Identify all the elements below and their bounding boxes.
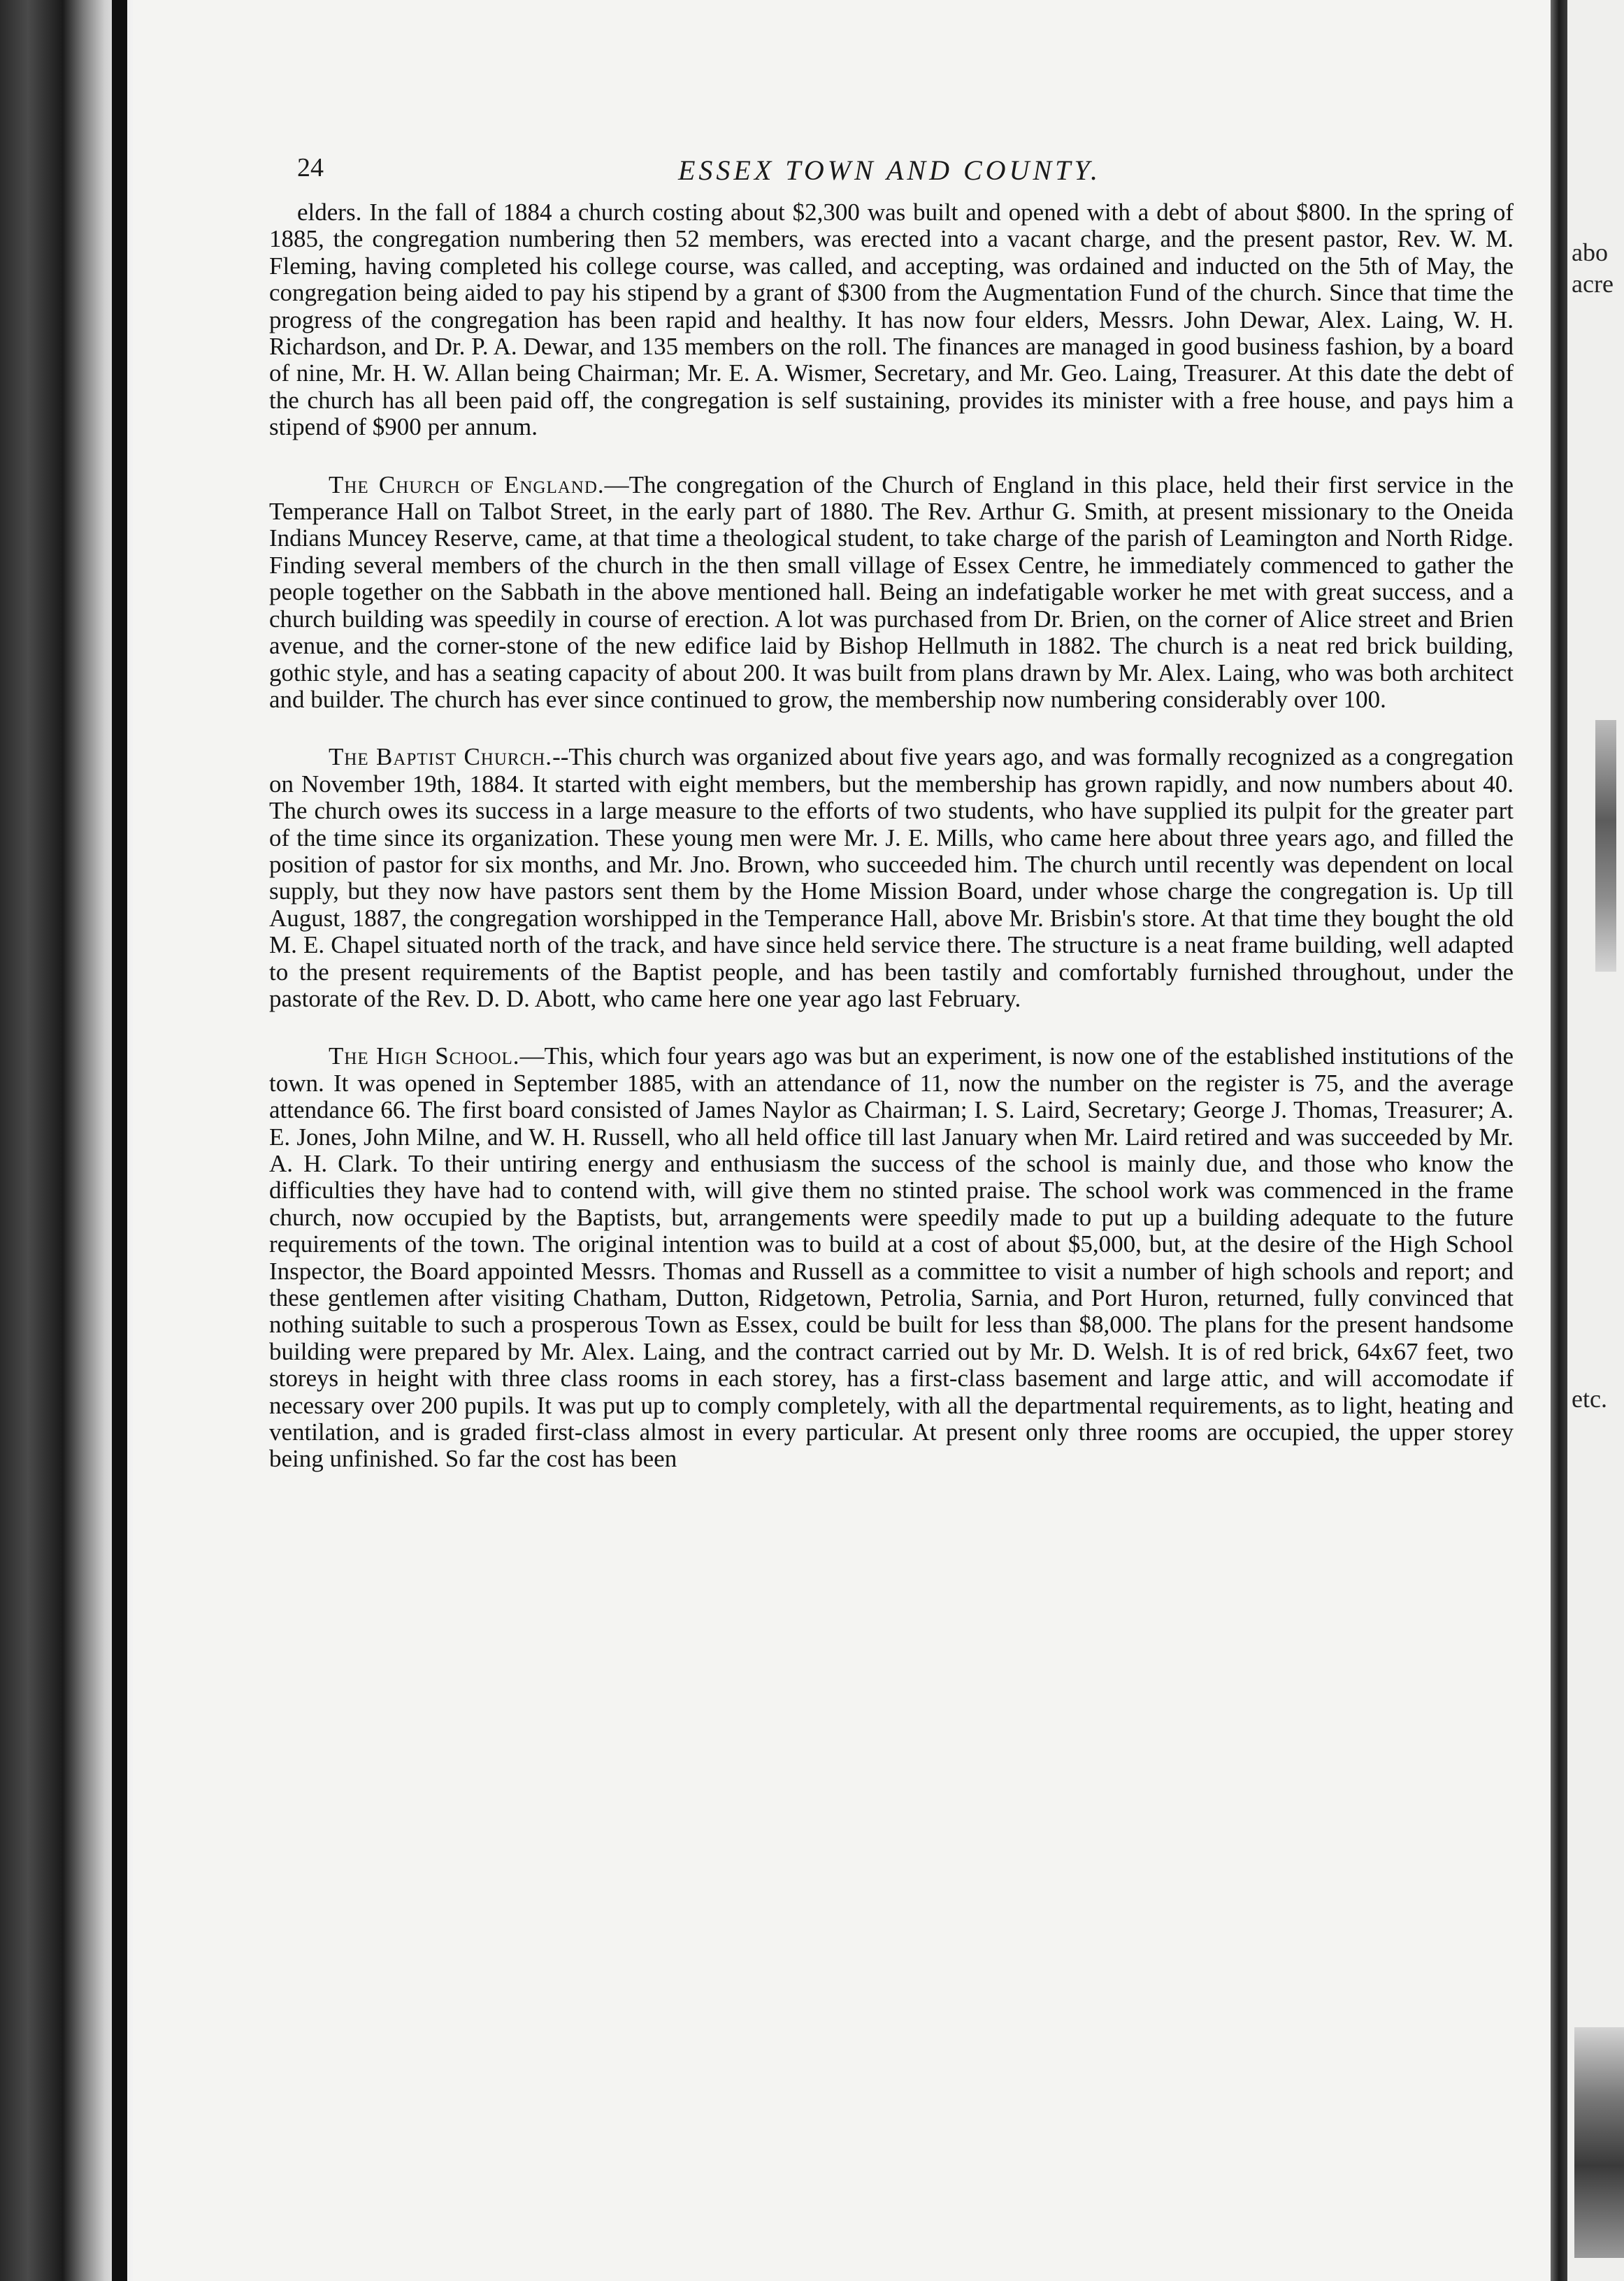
adjacent-figure (1595, 720, 1616, 972)
paragraph-text: elders. In the fall of 1884 a church costing about $2,300 was built and opened with a debt of about $800. In the spring of 1885, the congregation numbering then 52 members, was erected into a vacant charge, and the present pastor, Rev. W. M. Fleming, having completed his college course, was called, and accepting, was ordained and inducted on the 5th of May, the congregation being aided to pay his stipend by a grant of $300 from the Augmentation Fund of the church. Since that time the progress of the congregation has been rapid and healthy. It has now four elders, Messrs. John Dewar, Alex. Laing, W. H. Richardson, and Dr. P. A. Dewar, and 135 members on the roll. The finances are managed in good business fashion, by a board of nine, Mr. H. W. Allan being Chairman; Mr. E. A. Wismer, Secretary, and Mr. Geo. Laing, Treasurer. At this date the debt of the church has all been paid off, the congregation is self sustaining, provides its minister with a free house, and pays him a stipend of $900 per annum. (269, 199, 1514, 441)
paragraph-text: —The congregation of the Church of England in this place, held their first service in the Temperance Hall on Talbot Street, in the early part of 1880. The Rev. Arthur G. Smith, at present missionary to the Oneida Indians Muncey Reserve, came, at that time a theological student, to take charge of the parish of Leamington and North Ridge. Finding several members of the church in the then small village of Essex Centre, he immediately commenced to gather the people together on the Sabbath in the above mentioned hall. Being an indefatigable worker he met with great success, and a church building was speedily in course of erection. A lot was purchased from Dr. Brien, on the corner of Alice street and Brien avenue, and the corner-stone of the new edifice laid by Bishop Hellmuth in 1882. The church is a neat red brick building, gothic style, and has a seating capacity of about 200. It was built from plans drawn by Mr. Alex. Laing, who was both architect and builder. The church has ever since continued to grow, the membership now numbering considerably over 100. (269, 470, 1514, 713)
section-heading: The Baptist Church. (329, 743, 553, 771)
body-text (269, 199, 1514, 1473)
adjacent-page (1567, 0, 1624, 2281)
paragraph-text: --This church was organized about five years ago, and was formally recognized as a congregation on November 19th, 1884. It started with eight members, but the membership has grown rapidly, and now numbers about 40. The church owes its success in a large measure to the efforts of two students, who have supplied its pulpit for the greater part of the time since its organization. These young men were Mr. J. E. Mills, who came here about three years ago, and filled the position of pastor for six months, and Mr. Jno. Brown, who succeeded him. The church until recently was dependent on local supply, but they now have pastors sent them by the Home Mission Board, under whose charge the congregation is. Up till August, 1887, the congregation worshipped in the Temperance Hall, above Mr. Brisbin's store. At that time they bought the old M. E. Chapel situated north of the track, and have since held service there. The structure is a neat frame building, well adapted to the present requirements of the Baptist people, and has been tastily and comfortably furnished throughout, under the pastorate of the Rev. D. D. Abott, who came here one year ago last February. (269, 743, 1514, 1012)
paragraph-baptist-church (269, 744, 1514, 1012)
section-heading: The Church of England. (329, 470, 605, 498)
paragraph-church-of-england (269, 472, 1514, 714)
adjacent-text-fragment: acre (1572, 270, 1614, 298)
running-head: ESSEX TOWN AND COUNTY. (678, 154, 1101, 186)
adjacent-illustration (1574, 2027, 1624, 2258)
paragraph-presbyterian (269, 199, 1514, 441)
binding-shadow (112, 0, 127, 2281)
adjacent-text-fragment: abo (1572, 238, 1608, 266)
section-heading: The High School. (329, 1042, 520, 1070)
adjacent-text-fragment: etc. (1572, 1385, 1607, 1413)
page-divider (1551, 0, 1567, 2281)
paragraph-high-school (269, 1043, 1514, 1473)
paragraph-text: —This, which four years ago was but an experiment, is now one of the established institutions of the town. It was opened in September 1885, with an attendance of 11, now the number on the register is 75, and the average attendance 66. The first board consisted of James Naylor as Chairman; I. S. Laird, Secretary; George J. Thomas, Treasurer; A. E. Jones, John Milne, and W. H. Russell, who all held office till last January when Mr. Laird retired and was succeeded by Mr. A. H. Clark. To their untiring energy and enthusiasm the success of the school is mainly due, and those who know the difficulties they have had to contend with, will give them no stinted praise. The school work was commenced in the frame church, now occupied by the Baptists, but, arrangements were speedily made to put up a building adequate to the future requirements of the town. The original intention was to build at a cost of about $5,000, but, at the desire of the High School Inspector, the Board appointed Messrs. Thomas and Russell as a committee to visit a number of high schools and report; and these gentlemen after visiting Chatham, Dutton, Ridgetown, Petrolia, Sarnia, and Port Huron, returned, fully convinced that nothing suitable to such a prosperous Town as Essex, could be built for less than $8,000. The plans for the present handsome building were prepared by Mr. Alex. Laing, and the contract carried out by Mr. D. Welsh. It is of red brick, 64x67 feet, two storeys in height with three class rooms in each storey, has a first-class basement and large attic, and will accomodate if necessary over 200 pupils. It was put up to comply completely, with all the departmental requirements, as to light, heating and ventilation, and is graded first-class almost in every particular. At present only three rooms are occupied, the upper storey being unfinished. So far the cost has been (269, 1042, 1514, 1473)
page-number: 24 (297, 153, 324, 182)
